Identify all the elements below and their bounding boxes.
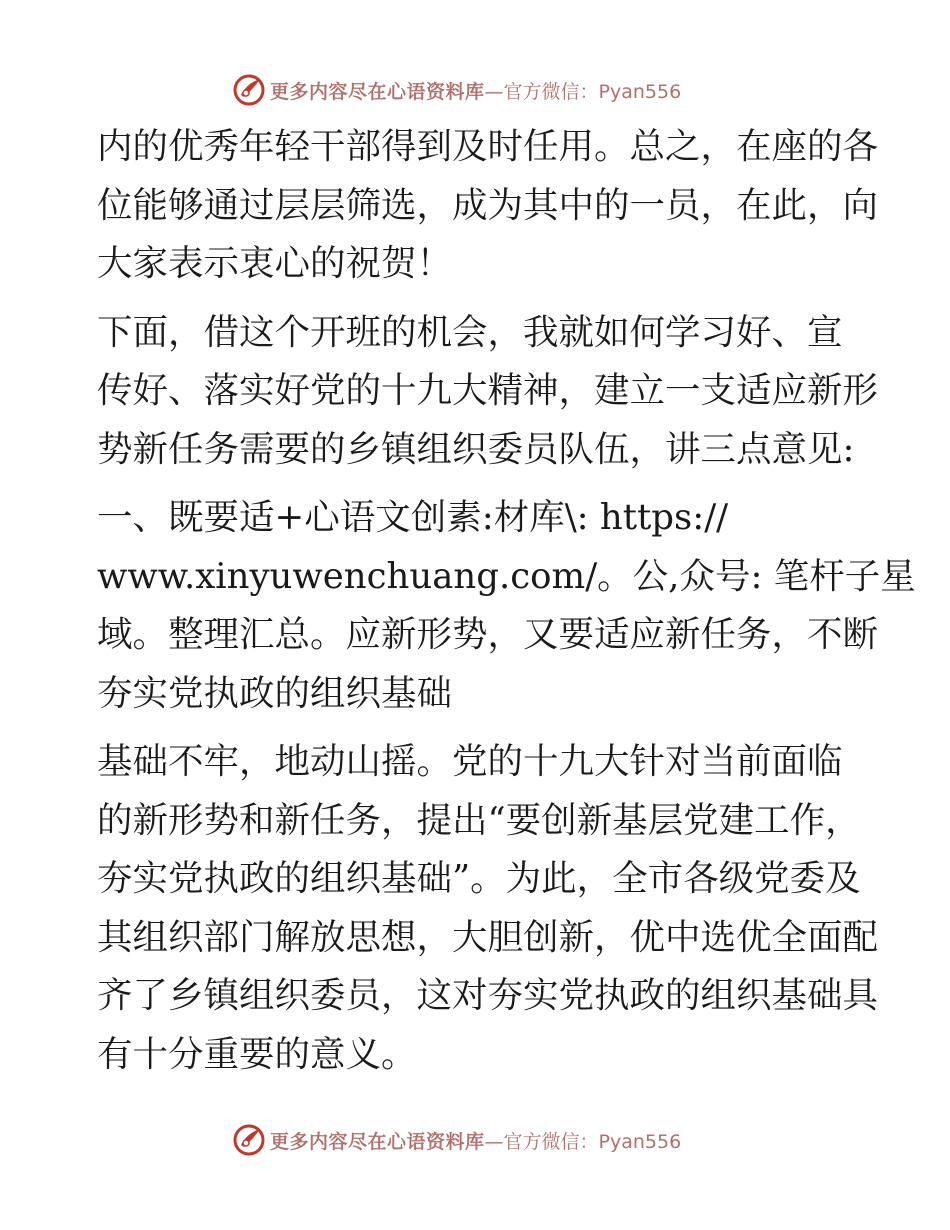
paragraph	[97, 733, 879, 1084]
text-line: 一、既要适+心语文创素:材库\: https://	[97, 497, 729, 538]
brand-logo-icon	[232, 73, 266, 107]
footer-banner	[232, 1120, 732, 1160]
brand-logo-icon	[232, 1123, 266, 1157]
text-line: 势新任务需要的乡镇组织委员队伍，讲三点意见:	[97, 428, 855, 470]
text-line: www.xinyuwenchuang.com/。公,众号: 笔杆子星	[97, 555, 916, 597]
text-line: 的新形势和新任务，提出“要创新基层党建工作，	[97, 799, 861, 841]
paragraph	[97, 489, 916, 723]
header-contact-text: —官方微信：Pyan556	[484, 80, 682, 103]
text-line: 内的优秀年轻干部得到及时任用。总之，在座的各	[97, 126, 879, 167]
paragraph	[97, 118, 879, 294]
text-line: 齐了乡镇组织委员，这对夯实党执政的组织基础具	[97, 975, 879, 1016]
paragraph	[97, 304, 879, 480]
document-body	[97, 118, 916, 1094]
header-brand-text: 更多内容尽在心语资料库	[270, 80, 485, 103]
text-line: 基础不牢，地动山摇。党的十九大针对当前面临	[97, 741, 843, 782]
text-line: 大家表示衷心的祝贺！	[97, 243, 453, 284]
text-line: 其组织部门解放思想，大胆创新，优中选优全面配	[97, 916, 879, 958]
text-line: 夯实党执政的组织基础	[97, 672, 453, 714]
text-line: 有十分重要的意义。	[97, 1033, 417, 1075]
header-banner	[232, 70, 732, 110]
text-line: 位能够通过层层筛选，成为其中的一员，在此，向	[97, 184, 879, 226]
text-line: 夯实党执政的组织基础”。为此，全市各级党委及	[97, 858, 861, 899]
text-line: 传好、落实好党的十九大精神，建立一支适应新形	[97, 370, 879, 411]
footer-brand-text: 更多内容尽在心语资料库	[270, 1130, 485, 1153]
footer-contact-text: —官方微信：Pyan556	[484, 1130, 682, 1153]
text-line: 域。整理汇总。应新形势，又要适应新任务，不断	[97, 614, 879, 655]
text-line: 下面，借这个开班的机会，我就如何学习好、宣	[97, 311, 843, 353]
